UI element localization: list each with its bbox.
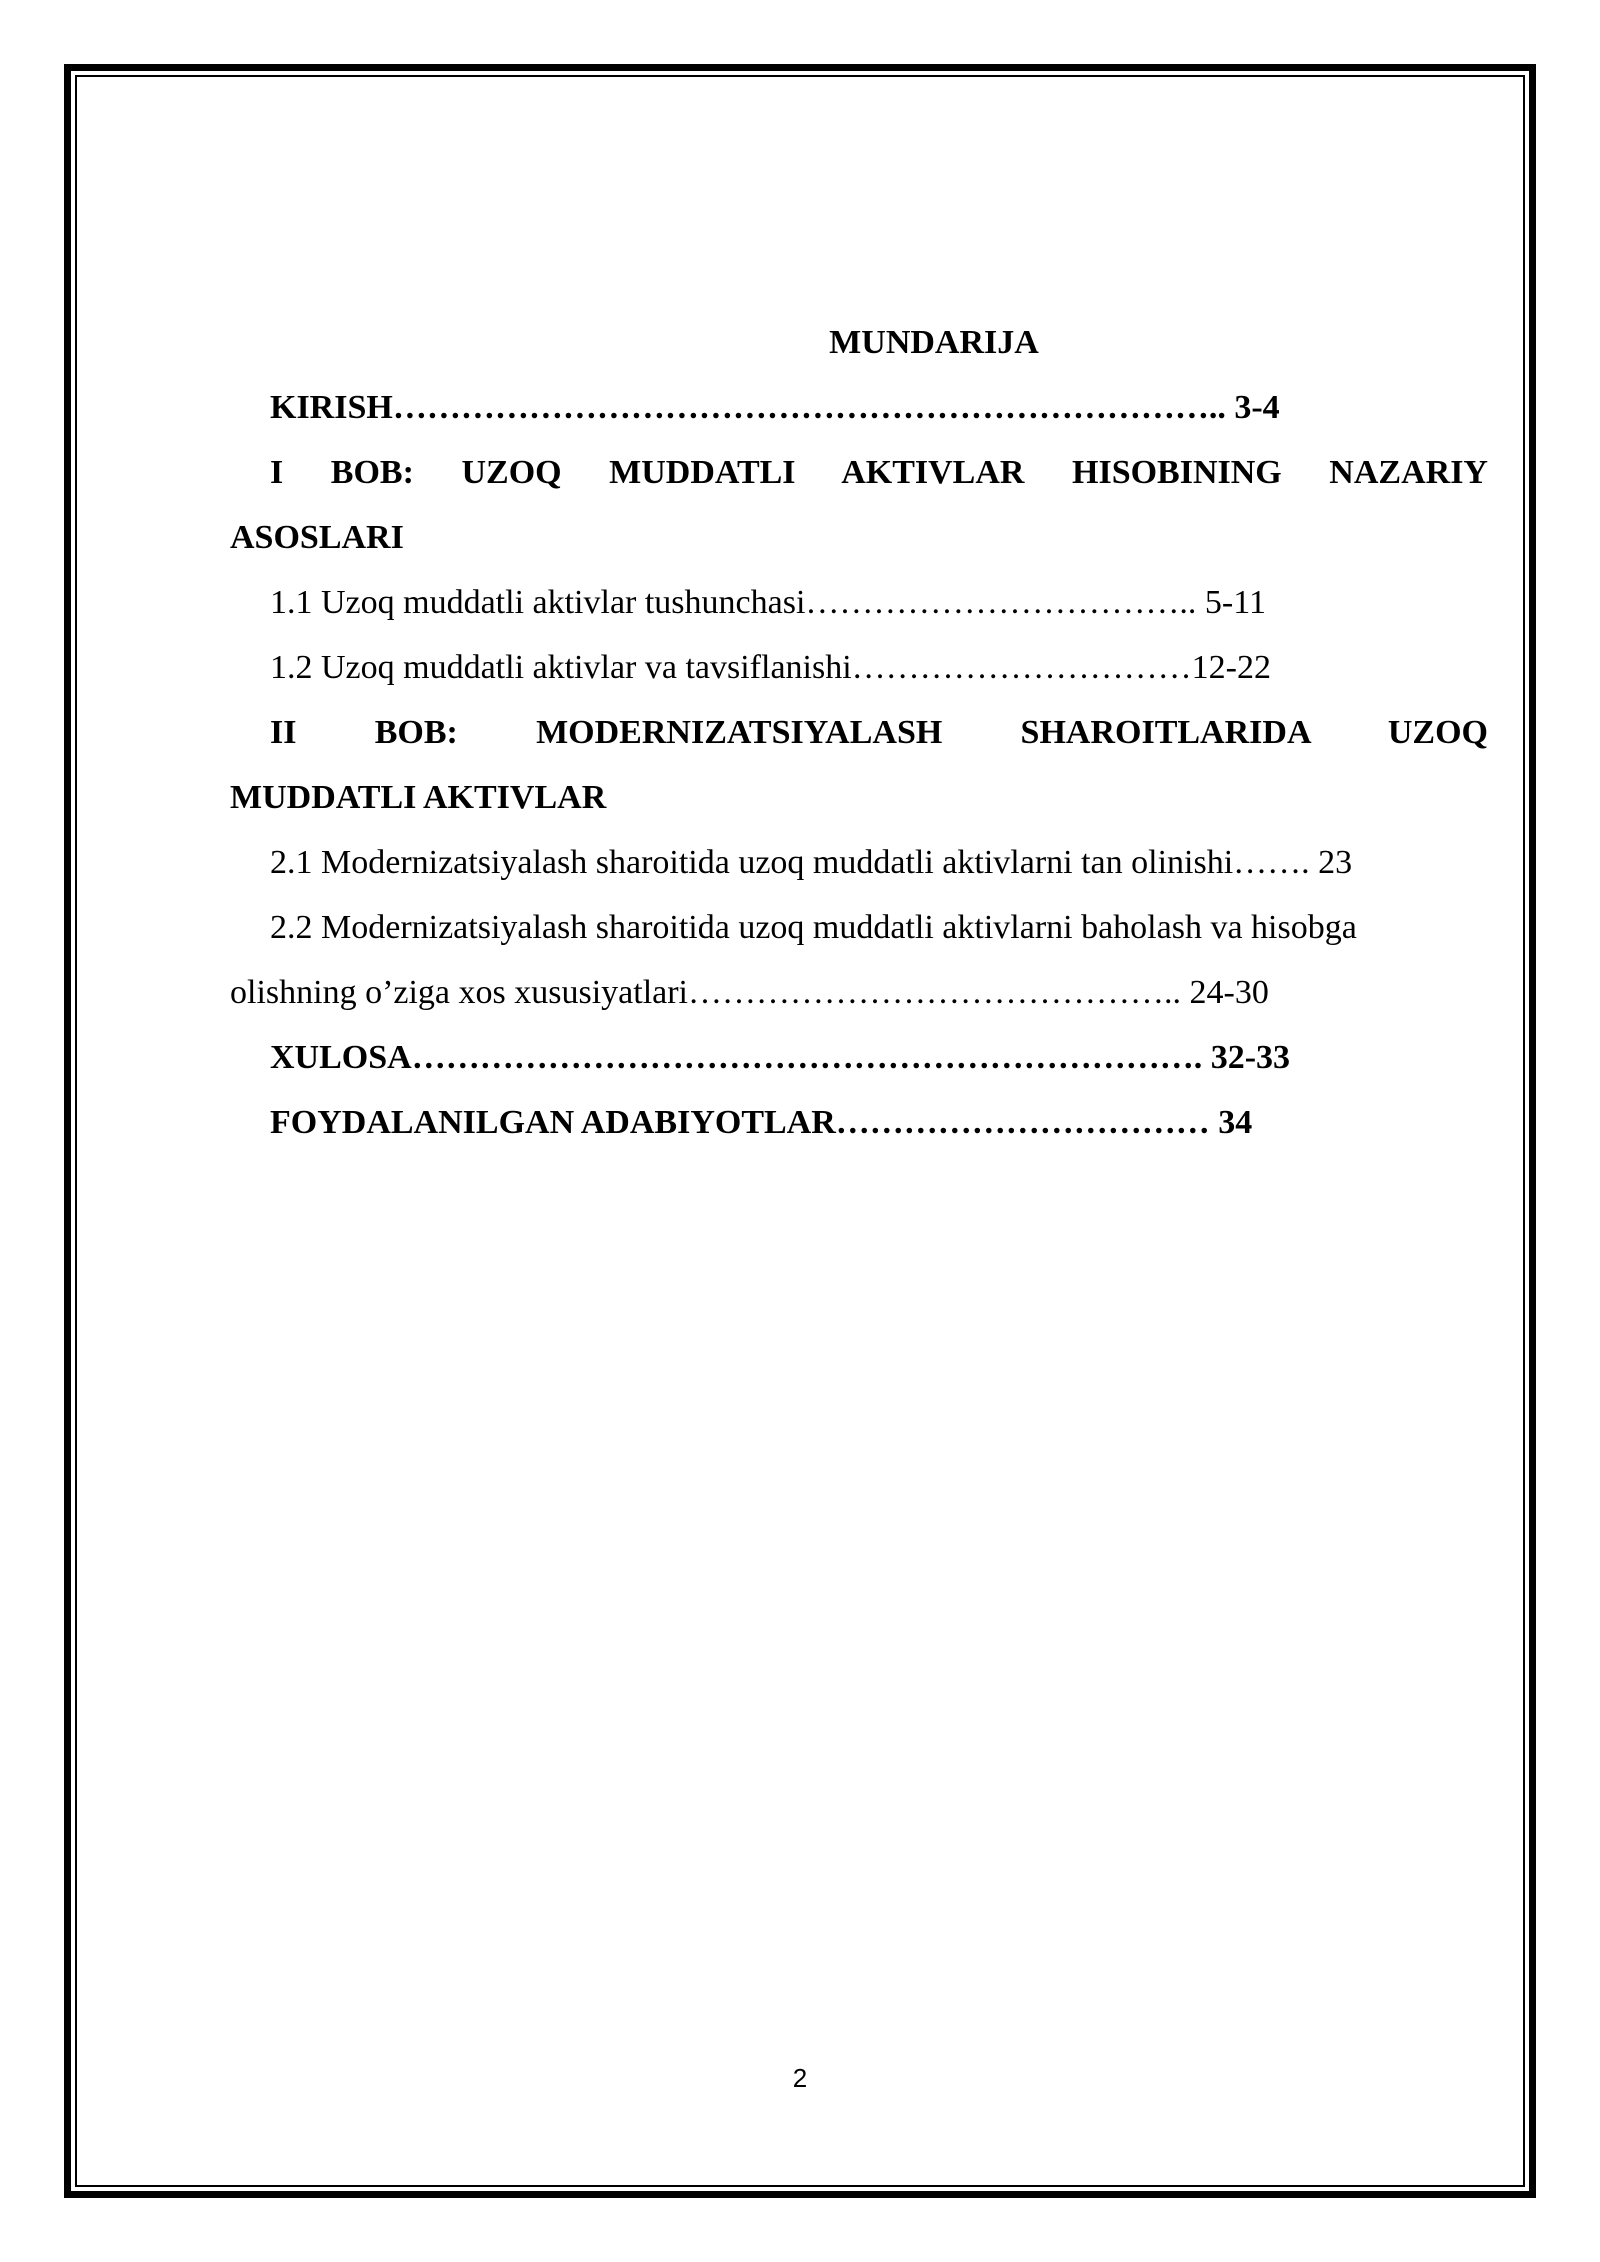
toc-chapter-2-heading-continued: MUDDATLI AKTIVLAR [230, 779, 607, 816]
toc-chapter-2-heading: II BOB: MODERNIZATSIYALASH SHAROITLARIDA UZOQ [270, 714, 1488, 751]
toc-entry-conclusion: XULOSA……………………………………………………………. 32-33 [270, 1039, 1291, 1076]
page-number: 2 [792, 2063, 808, 2093]
toc-section-1-2: 1.2 Uzoq muddatli aktivlar va tavsiflanishi…………………………12-22 [270, 649, 1271, 686]
toc-section-2-1: 2.1 Modernizatsiyalash sharoitida uzoq muddatli aktivlarni tan olinishi……. 23 [270, 844, 1353, 881]
toc-section-1-1: 1.1 Uzoq muddatli aktivlar tushunchasi…………………………….. 5-11 [270, 584, 1266, 621]
toc-title: MUNDARIJA [829, 324, 1039, 361]
toc-chapter-1-heading: I BOB: UZOQ MUDDATLI AKTIVLAR HISOBINING NAZARIY [270, 454, 1488, 491]
toc-entry-introduction: KIRISH……………………………………………………………….. 3-4 [270, 389, 1280, 426]
toc-chapter-1-heading-continued: ASOSLARI [230, 519, 404, 556]
toc-section-2-2-continued: olishning o’ziga xos xususiyatlari…………………………………….. 24-30 [230, 974, 1269, 1011]
toc-entry-references: FOYDALANILGAN ADABIYOTLAR…………………………… 34 [270, 1104, 1253, 1141]
table-of-contents [230, 310, 1488, 1155]
toc-section-2-2: 2.2 Modernizatsiyalash sharoitida uzoq muddatli aktivlarni baholash va hisobga [270, 909, 1357, 946]
